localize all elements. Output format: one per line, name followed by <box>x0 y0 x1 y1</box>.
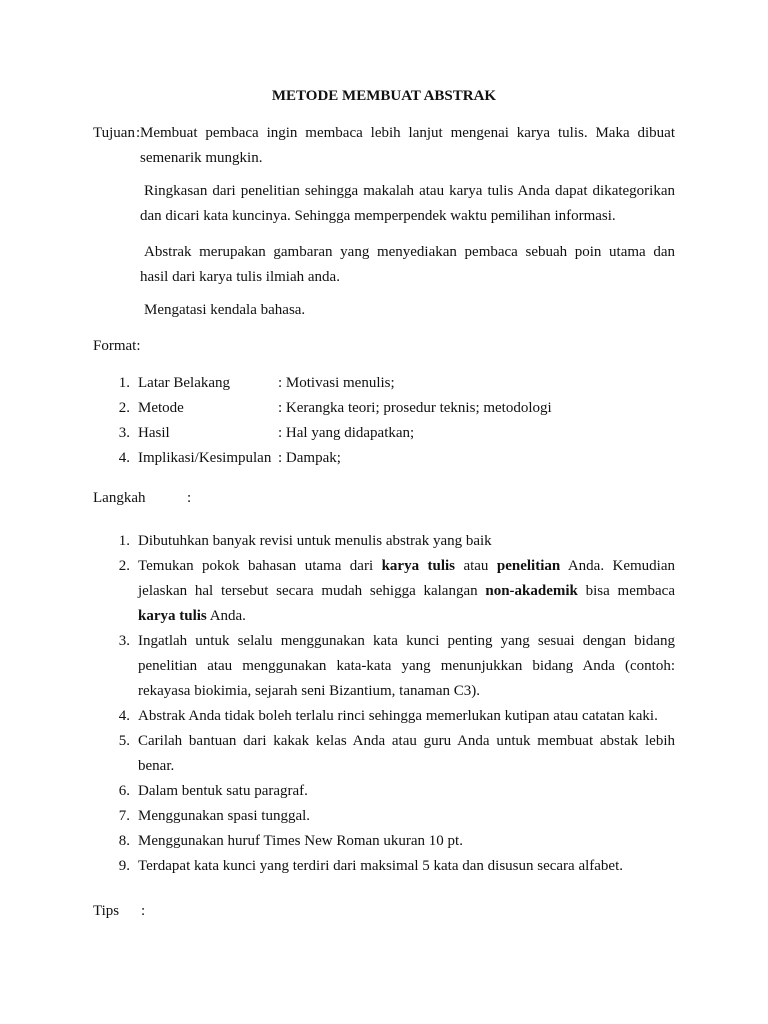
tujuan-p2-line2: dan dicari kata kuncinya. Sehingga memperpendek waktu pemilihan informasi. <box>140 208 616 224</box>
list-item-text: Temukan pokok bahasan utama dari karya tulis atau penelitian Anda. Kemudian jelaskan hal tersebut secara mudah sehigga kalangan non-akademik bisa membaca karya tulis Anda. <box>138 558 675 624</box>
format-item-name: Latar Belakang <box>138 375 231 391</box>
format-item-desc: : Kerangka teori; prosedur teknis; metodologi <box>278 400 552 416</box>
list-item-number: 8. <box>118 833 130 849</box>
list-item-text: Terdapat kata kunci yang terdiri dari maksimal 5 kata dan disusun secara alfabet. <box>138 858 624 874</box>
langkah-label-text: Langkah <box>93 490 146 506</box>
format-item <box>93 421 693 446</box>
tujuan-paragraph-1 <box>140 121 675 171</box>
format-item-desc: : Dampak; <box>278 450 341 466</box>
tips-colon: : <box>141 903 146 919</box>
format-item-number: 3. <box>118 425 130 441</box>
tujuan-section <box>93 121 675 171</box>
list-item-text: Ingatlah untuk selalu menggunakan kata kunci penting yang sesuai dengan bidang penelitian atau menggunakan kata-kata yang menunjukkan bidang Anda (contoh: rekayasa biokimia, sejarah seni Bizantium, tanaman C3). <box>138 633 675 699</box>
list-item <box>93 829 675 854</box>
list-item <box>93 704 675 729</box>
page-title: METODE MEMBUAT ABSTRAK <box>271 88 497 104</box>
tujuan-p3-line1: Abstrak merupakan gambaran yang menyediakan pembaca sebuah poin utama dan <box>144 244 675 260</box>
bold-term: karya tulis <box>381 558 456 574</box>
list-item-number: 9. <box>118 858 130 874</box>
list-item <box>93 854 675 879</box>
tujuan-paragraph-4 <box>144 298 679 323</box>
list-item-number: 6. <box>118 783 130 799</box>
tips-label-text: Tips <box>93 903 120 919</box>
format-list <box>93 371 693 471</box>
bold-term: karya tulis <box>138 608 207 624</box>
list-item <box>93 779 675 804</box>
tujuan-p3-line2: hasil dari karya tulis ilmiah anda. <box>140 269 340 285</box>
langkah-label <box>93 486 203 511</box>
format-label: Format: <box>93 338 141 354</box>
format-item-number: 2. <box>118 400 130 416</box>
bold-term: non-akademik <box>485 583 578 599</box>
format-item-name: Hasil <box>138 425 170 441</box>
list-item-number: 3. <box>118 633 130 649</box>
list-item-text: Dibutuhkan banyak revisi untuk menulis abstrak yang baik <box>138 533 492 549</box>
format-item-number: 4. <box>118 450 130 466</box>
list-item <box>93 804 675 829</box>
tujuan-p2-line1: Ringkasan dari penelitian sehingga makalah atau karya tulis Anda dapat dikategorikan <box>144 183 675 199</box>
tujuan-paragraph-2 <box>144 179 675 204</box>
tujuan-p1-line1: Membuat pembaca ingin membaca lebih lanjut mengenai karya tulis. Maka dibuat <box>140 125 675 141</box>
list-item-number: 2. <box>118 558 130 574</box>
list-item <box>93 729 675 779</box>
list-item <box>93 529 675 554</box>
list-item-number: 4. <box>118 708 130 724</box>
format-item <box>93 396 693 421</box>
format-item-desc: : Motivasi menulis; <box>278 375 395 391</box>
langkah-list <box>93 529 675 879</box>
list-item <box>93 554 675 629</box>
format-item-desc: : Hal yang didapatkan; <box>278 425 415 441</box>
format-item <box>93 371 693 396</box>
list-item-number: 7. <box>118 808 130 824</box>
tujuan-paragraph-3-cont <box>140 265 675 290</box>
format-item <box>93 446 693 471</box>
tujuan-paragraph-3 <box>144 240 675 265</box>
format-item-name: Metode <box>138 400 184 416</box>
format-item-name: Implikasi/Kesimpulan <box>138 450 272 466</box>
list-item-text: Carilah bantuan dari kakak kelas Anda atau guru Anda untuk membuat abstak lebih benar. <box>138 733 675 774</box>
langkah-colon: : <box>187 490 192 506</box>
tips-label <box>93 899 153 924</box>
list-item-number: 1. <box>118 533 130 549</box>
tujuan-p1-line2: semenarik mungkin. <box>140 150 263 166</box>
bold-term: penelitian <box>496 558 561 574</box>
tujuan-label: Tujuan: <box>93 125 141 141</box>
tujuan-p4-line: Mengatasi kendala bahasa. <box>144 302 306 318</box>
list-item-text: Abstrak Anda tidak boleh terlalu rinci sehingga memerlukan kutipan atau catatan kaki. <box>138 708 658 724</box>
list-item-number: 5. <box>118 733 130 749</box>
list-item-text: Menggunakan huruf Times New Roman ukuran 10 pt. <box>138 833 463 849</box>
list-item <box>93 629 675 704</box>
format-item-number: 1. <box>118 375 130 391</box>
tujuan-paragraph-2-cont <box>140 204 675 229</box>
list-item-text: Dalam bentuk satu paragraf. <box>138 783 308 799</box>
list-item-text: Menggunakan spasi tunggal. <box>138 808 311 824</box>
